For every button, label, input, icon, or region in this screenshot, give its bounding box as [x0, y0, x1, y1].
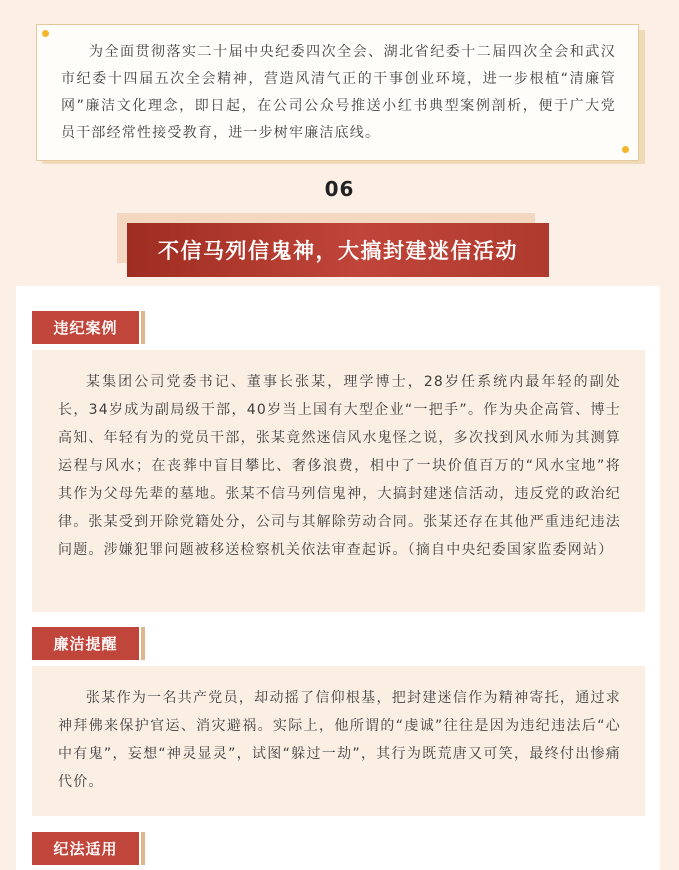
section-number: 06 [324, 177, 355, 201]
tag-accent-bar [141, 627, 145, 660]
tag-label: 纪法适用 [32, 832, 139, 865]
violation-case-box [32, 350, 645, 612]
integrity-reminder-text: 张某作为一名共产党员，却动摇了信仰根基，把封建迷信作为精神寄托，通过求神拜佛来保护官运、消灾避祸。实际上，他所谓的“虔诚”往往是因为违纪违法后“心中有鬼”，妄想“神灵显灵”，试图“躲过一劫”，其行为既荒唐又可笑，最终付出惨痛代价。 [58, 690, 621, 790]
corner-dot-icon [42, 30, 49, 37]
tag-accent-bar [141, 311, 145, 344]
section-title-wrapper [117, 213, 549, 277]
tag-label: 廉洁提醒 [32, 627, 139, 660]
tag-integrity-reminder [32, 627, 145, 660]
intro-text: 为全面贯彻落实二十届中央纪委四次全会、湖北省纪委十二届四次全会和武汉市纪委十四届五次全会精神，营造风清气正的干事创业环境，进一步根植“清廉管网”廉洁文化理念，即日起，在公司公众号推送小红书典型案例剖析，便于广大党员干部经常性接受教育，进一步树牢廉洁底线。 [61, 44, 616, 141]
intro-card [36, 24, 639, 161]
section-title: 不信马列信鬼神，大搞封建迷信活动 [127, 223, 549, 277]
intro-card-wrapper [36, 24, 645, 164]
violation-case-text: 某集团公司党委书记、董事长张某，理学博士，28岁任系统内最年轻的副处长，34岁成为副局级干部，40岁当上国有大型企业“一把手”。作为央企高管、博士高知、年轻有为的党员干部，张某竟然迷信风水鬼怪之说，多次找到风水师为其测算运程与风水；在丧葬中盲目攀比、奢侈浪费，相中了一块价值百万的“风水宝地”将其作为父母先辈的墓地。张某不信马列信鬼神，大搞封建迷信活动，违反党的政治纪律。张某受到开除党籍处分，公司与其解除劳动合同。张某还存在其他严重违纪违法问题。涉嫌犯罪问题被移送检察机关依法审查起诉。（摘自中央纪委国家监委网站） [58, 374, 621, 558]
corner-dot-icon [622, 146, 629, 153]
tag-label: 违纪案例 [32, 311, 139, 344]
tag-accent-bar [141, 832, 145, 865]
tag-violation-case [32, 311, 145, 344]
integrity-reminder-box [32, 666, 645, 816]
tag-discipline-application [32, 832, 145, 865]
